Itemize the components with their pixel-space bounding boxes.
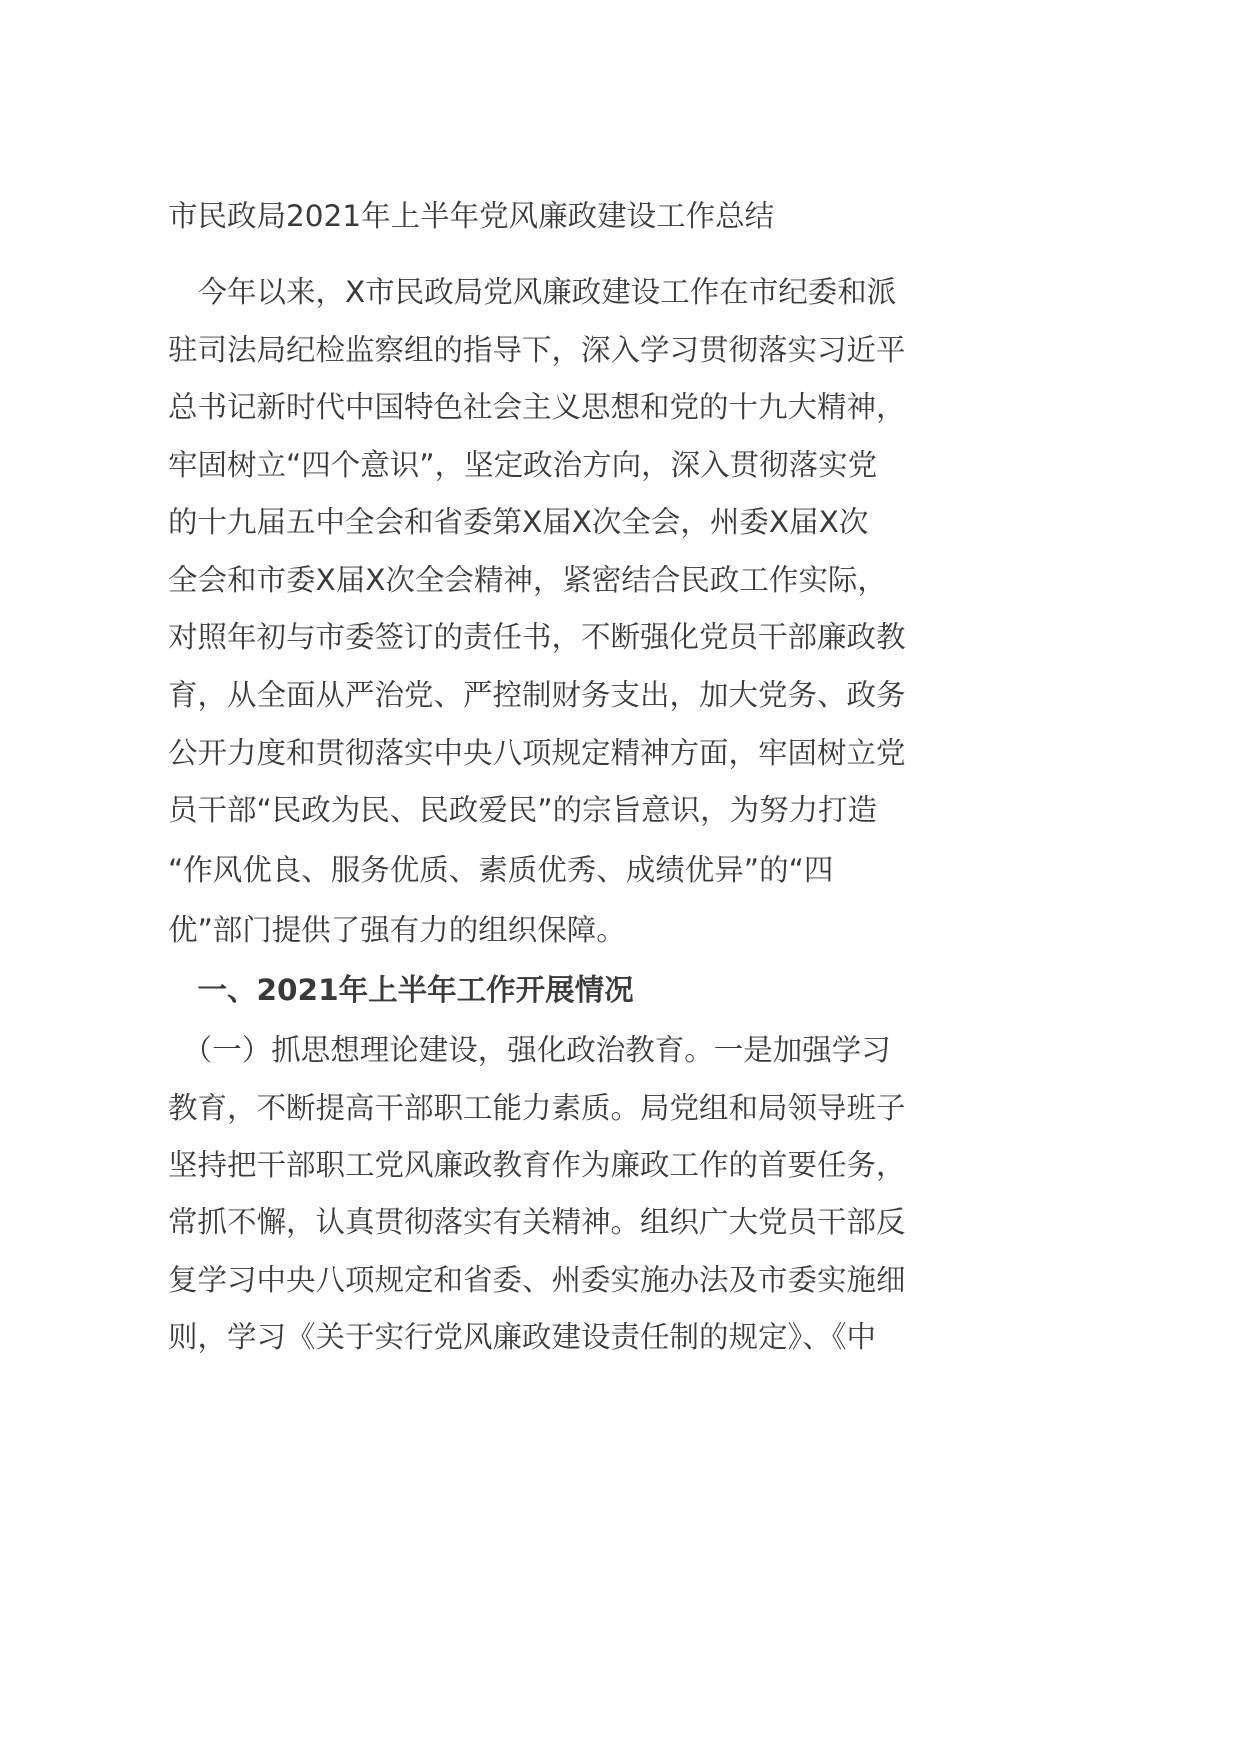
paragraph-line: 今年以来，X市民政局党风廉政建设工作在市纪委和派 (168, 275, 897, 309)
paragraph-line: 公开力度和贯彻落实中央八项规定精神方面，牢固树立党 (168, 736, 906, 770)
paragraph-line: （一）抓思想理论建设，强化政治教育。一是加强学习 (168, 1033, 891, 1067)
paragraph-line: 员干部“民政为民、民政爱民”的宗旨意识，为努力打造 (168, 793, 878, 827)
paragraph-line: 常抓不懈，认真贯彻落实有关精神。组织广大党员干部反 (168, 1205, 906, 1239)
paragraph-line: 的十九届五中全会和省委第X届X次全会，州委X届X次 (168, 505, 869, 539)
paragraph-line: 对照年初与市委签订的责任书，不断强化党员干部廉政教 (168, 620, 906, 654)
paragraph-line: 全会和市委X届X次全会精神，紧密结合民政工作实际， (168, 563, 887, 597)
paragraph-line: 教育，不断提高干部职工能力素质。局党组和局领导班子 (168, 1091, 906, 1125)
paragraph-line: “作风优良、服务优质、素质优秀、成绩优异”的“四 (168, 853, 834, 887)
section-heading: 一、2021年上半年工作开展情况 (168, 973, 634, 1007)
paragraph-line: 育，从全面从严治党、严控制财务支出，加大党务、政务 (168, 678, 906, 712)
paragraph-line: 则，学习《关于实行党风廉政建设责任制的规定》、《中 (168, 1320, 877, 1354)
paragraph-line: 总书记新时代中国特色社会主义思想和党的十九大精神， (168, 390, 906, 424)
paragraph-line: 驻司法局纪检监察组的指导下，深入学习贯彻落实习近平 (168, 333, 906, 367)
paragraph-line: 坚持把干部职工党风廉政教育作为廉政工作的首要任务， (168, 1148, 906, 1182)
paragraph-line: 优”部门提供了强有力的组织保障。 (168, 913, 626, 947)
document-title: 市民政局2021年上半年党风廉政建设工作总结 (168, 199, 775, 233)
paragraph-line: 牢固树立“四个意识”，坚定政治方向，深入贯彻落实党 (168, 448, 878, 482)
paragraph-line: 复学习中央八项规定和省委、州委实施办法及市委实施细 (168, 1263, 906, 1297)
